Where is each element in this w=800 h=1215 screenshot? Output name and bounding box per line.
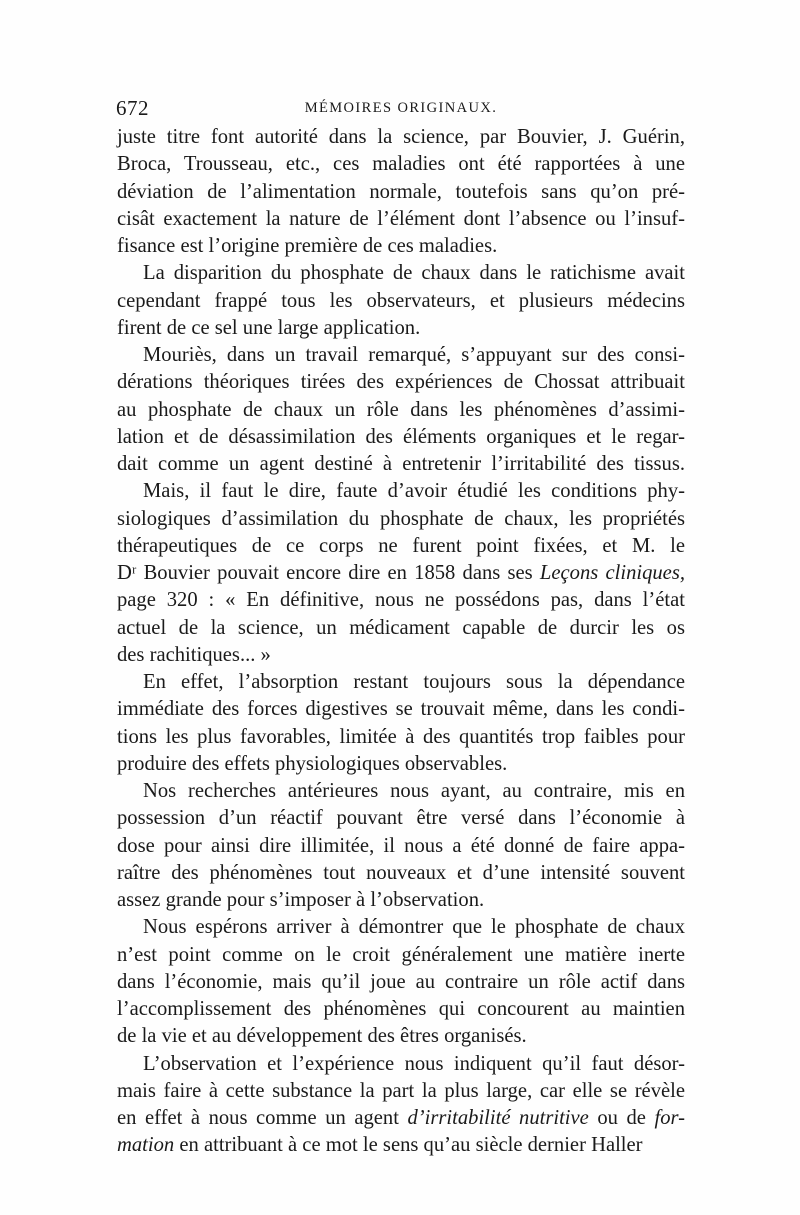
text-line: dait comme un agent destiné à entretenir l’irritabilité des tissus. [117, 453, 685, 475]
text-line: raître des phénomènes tout nouveaux et d’une intensité souvent [117, 861, 685, 884]
text-line: l’accomplissement des phénomènes qui concourent au maintien [117, 998, 685, 1020]
italic-term: mation [117, 1134, 175, 1157]
text-line: siologiques d’assimilation du phosphate de chaux, les propriétés [117, 507, 685, 530]
running-head [116, 96, 686, 126]
text-line: mais faire à cette substance la part la plus large, car elle se révèle [117, 1079, 685, 1102]
text-line: assez grande pour s’imposer à l’observation. [117, 889, 485, 911]
text-line: thérapeutiques de ce corps ne furent point fixées, et M. le [117, 534, 685, 557]
text-line: page 320 : « En définitive, nous ne possédons pas, dans l’état [117, 589, 685, 612]
italic-term: d’irritabilité nutritive [407, 1107, 589, 1129]
text-line: au phosphate de chaux un rôle dans les phénomènes d’assimi- [117, 398, 685, 421]
text-line: de la vie et au développement des êtres organisés. [117, 1025, 527, 1048]
text-line: dérations théoriques tirées des expériences de Chossat attribuait [117, 371, 685, 394]
page-number: 672 [116, 96, 149, 120]
text-segment: ou de [588, 1107, 655, 1129]
italic-title: Leçons cliniques, [539, 562, 685, 584]
text-line: dans l’économie, mais qu’il joue au contraire un rôle actif dans [117, 970, 685, 993]
running-title: MÉMOIRES ORIGINAUX. [304, 100, 498, 116]
text-line: cependant frappé tous les observateurs, et plusieurs médecins [117, 289, 685, 312]
text-line: des rachitiques... » [117, 643, 271, 666]
text-line: dose pour ainsi dire illimitée, il nous a été donné de faire appa- [117, 834, 685, 857]
text-line: En effet, l’absorption restant toujours sous la dépendance [143, 671, 685, 693]
text-line: produire des effets physiologiques observables. [117, 752, 508, 775]
text-line: actuel de la science, un médicament capable de durcir les os [117, 616, 685, 639]
text-line [117, 560, 685, 587]
text-line [117, 1132, 685, 1159]
text-line: Broca, Trousseau, etc., ces maladies ont été rapportées à une [117, 153, 685, 176]
text-line: n’est point comme on le croit généralement une matière inerte [117, 943, 685, 966]
text-line: firent de ce sel une large application. [117, 316, 421, 339]
text-line: tions les plus favorables, limitée à des quantités trop faibles pour [117, 725, 685, 748]
text-line [117, 1105, 685, 1132]
text-line: Nous espérons arriver à démontrer que le phosphate de chaux [143, 916, 685, 939]
text-line: déviation de l’alimentation normale, toutefois sans qu’on pré- [117, 180, 685, 203]
text-line: Mais, il faut le dire, faute d’avoir étudié les conditions phy- [143, 480, 685, 503]
body-text [117, 124, 685, 1160]
text-line: possession d’un réactif pouvant être versé dans l’économie à [117, 807, 685, 830]
text-line: La disparition du phosphate de chaux dans le ratichisme avait [143, 262, 685, 285]
text-segment: en effet à nous comme un agent [117, 1107, 408, 1129]
text-line: Mouriès, dans un travail remarqué, s’appuyant sur des consi- [143, 344, 685, 366]
text-segment: Dʳ Bouvier pouvait encore dire en 1858 dans ses [117, 562, 540, 584]
text-line: juste titre font autorité dans la science, par Bouvier, J. Guérin, [117, 126, 685, 148]
text-line: L’observation et l’expérience nous indiquent qu’il faut désor- [143, 1052, 685, 1075]
text-line: lation et de désassimilation des éléments organiques et le regar- [117, 425, 685, 448]
italic-term: for- [654, 1107, 685, 1129]
text-line: cisât exactement la nature de l’élément dont l’absence ou l’insuf- [117, 207, 685, 230]
text-line: fisance est l’origine première de ces maladies. [117, 235, 498, 257]
text-line: Nos recherches antérieures nous ayant, au contraire, mis en [143, 780, 685, 802]
text-segment: en attribuant à ce mot le sens qu’au siècle dernier Haller [174, 1134, 643, 1157]
text-line: immédiate des forces digestives se trouvait même, dans les condi- [117, 698, 685, 721]
